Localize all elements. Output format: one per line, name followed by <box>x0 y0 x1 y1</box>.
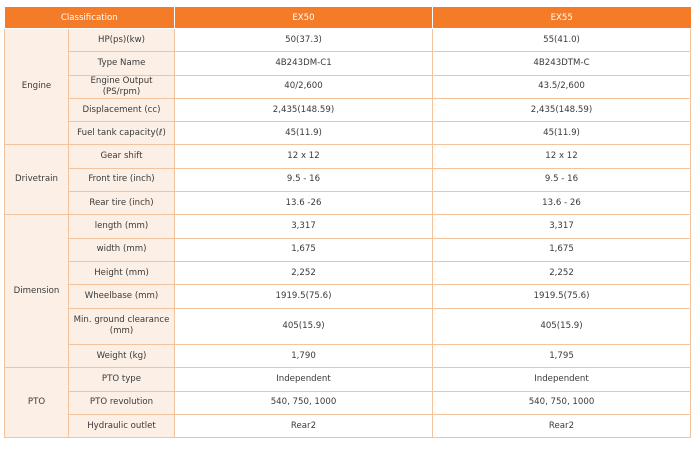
cell-ex50: 12 x 12 <box>175 145 433 168</box>
cell-ex55: 45(11.9) <box>433 122 691 145</box>
cell-ex55: 55(41.0) <box>433 29 691 52</box>
table-row <box>5 122 691 145</box>
table-row <box>5 168 691 191</box>
cell-ex50: Rear2 <box>175 414 433 437</box>
cell-ex50: Independent <box>175 368 433 391</box>
row-label: Displacement (cc) <box>69 98 175 121</box>
cell-ex55: 2,435(148.59) <box>433 98 691 121</box>
cell-ex50: 50(37.3) <box>175 29 433 52</box>
cell-ex50: 1,790 <box>175 345 433 368</box>
group-dimension: Dimension <box>5 215 69 368</box>
table-row <box>5 414 691 437</box>
cell-ex50: 1919.5(75.6) <box>175 285 433 308</box>
cell-ex50: 405(15.9) <box>175 308 433 345</box>
cell-ex55: 4B243DTM-C <box>433 52 691 75</box>
group-drivetrain: Drivetrain <box>5 145 69 215</box>
row-label: Type Name <box>69 52 175 75</box>
cell-ex55: 43.5/2,600 <box>433 75 691 98</box>
row-label: width (mm) <box>69 238 175 261</box>
table-row <box>5 29 691 52</box>
table-row <box>5 285 691 308</box>
row-label: Height (mm) <box>69 261 175 284</box>
cell-ex50: 40/2,600 <box>175 75 433 98</box>
cell-ex50: 9.5 - 16 <box>175 168 433 191</box>
cell-ex55: 540, 750, 1000 <box>433 391 691 414</box>
cell-ex55: 405(15.9) <box>433 308 691 345</box>
cell-ex50: 1,675 <box>175 238 433 261</box>
cell-ex55: 1,675 <box>433 238 691 261</box>
group-engine: Engine <box>5 29 69 145</box>
cell-ex50: 540, 750, 1000 <box>175 391 433 414</box>
table-row <box>5 368 691 391</box>
table-row <box>5 192 691 215</box>
table-row <box>5 75 691 98</box>
cell-ex50: 45(11.9) <box>175 122 433 145</box>
row-label: Hydraulic outlet <box>69 414 175 437</box>
cell-ex55: 2,252 <box>433 261 691 284</box>
table-row <box>5 261 691 284</box>
table-row <box>5 145 691 168</box>
row-label: Wheelbase (mm) <box>69 285 175 308</box>
header-row <box>5 7 691 29</box>
row-label: Weight (kg) <box>69 345 175 368</box>
row-label: Rear tire (inch) <box>69 192 175 215</box>
row-label: HP(ps)(kw) <box>69 29 175 52</box>
cell-ex55: 13.6 - 26 <box>433 192 691 215</box>
table-row <box>5 391 691 414</box>
table-row <box>5 345 691 368</box>
cell-ex55: 12 x 12 <box>433 145 691 168</box>
row-label: PTO revolution <box>69 391 175 414</box>
row-label: Fuel tank capacity(ℓ) <box>69 122 175 145</box>
cell-ex55: 1919.5(75.6) <box>433 285 691 308</box>
cell-ex55: 1,795 <box>433 345 691 368</box>
row-label: Min. ground clearance (mm) <box>69 308 175 345</box>
table-row <box>5 215 691 238</box>
row-label: Front tire (inch) <box>69 168 175 191</box>
cell-ex50: 4B243DM-C1 <box>175 52 433 75</box>
header-model-ex50: EX50 <box>175 7 433 29</box>
spec-table <box>4 7 691 438</box>
row-label: Engine Output (PS/rpm) <box>69 75 175 98</box>
cell-ex55: 3,317 <box>433 215 691 238</box>
table-row <box>5 52 691 75</box>
table-row <box>5 98 691 121</box>
cell-ex50: 3,317 <box>175 215 433 238</box>
cell-ex55: Rear2 <box>433 414 691 437</box>
row-label: length (mm) <box>69 215 175 238</box>
cell-ex50: 13.6 -26 <box>175 192 433 215</box>
header-classification: Classification <box>5 7 175 29</box>
group-pto: PTO <box>5 368 69 438</box>
table-row <box>5 238 691 261</box>
row-label: PTO type <box>69 368 175 391</box>
cell-ex50: 2,435(148.59) <box>175 98 433 121</box>
cell-ex55: Independent <box>433 368 691 391</box>
row-label: Gear shift <box>69 145 175 168</box>
cell-ex55: 9.5 - 16 <box>433 168 691 191</box>
header-model-ex55: EX55 <box>433 7 691 29</box>
table-row <box>5 308 691 345</box>
cell-ex50: 2,252 <box>175 261 433 284</box>
